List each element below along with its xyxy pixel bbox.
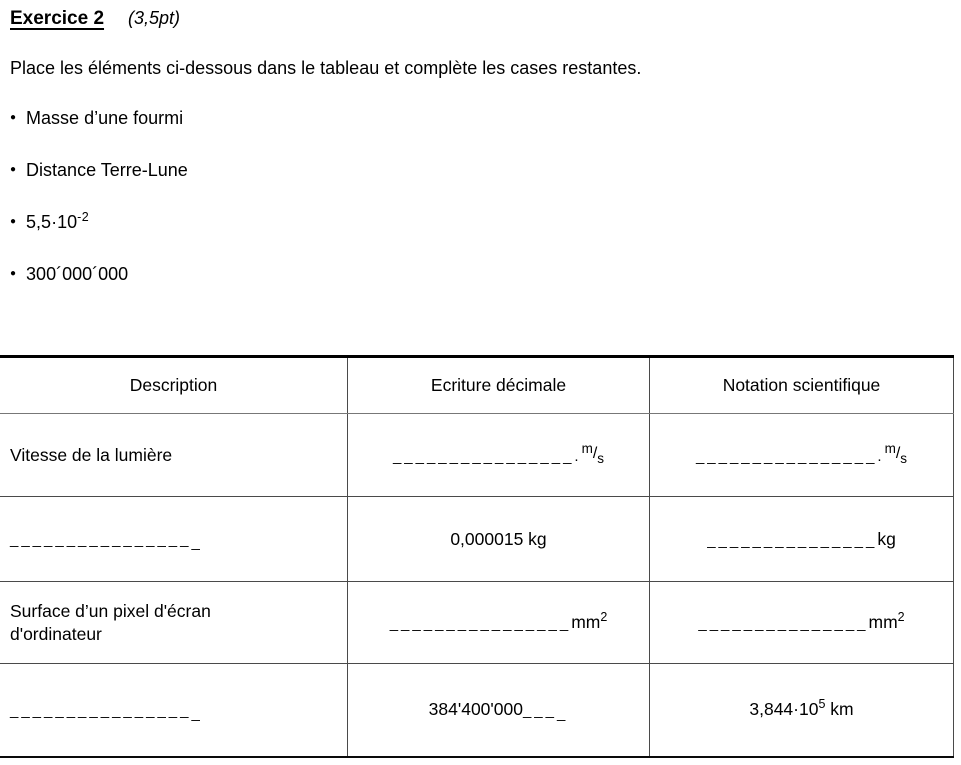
- bullet-text: Masse d’une fourmi: [26, 107, 184, 128]
- col-header-description: Description: [0, 357, 348, 414]
- bullet-item-notation: [10, 211, 951, 233]
- bullet-text: 300´000´000: [26, 263, 129, 284]
- cell-description: Vitesse de la lumière: [0, 414, 348, 497]
- fill-in-blank-trail: _: [191, 534, 203, 551]
- exercise-points: (3,5pt): [128, 8, 181, 28]
- fill-in-blank: ________________.: [695, 447, 885, 465]
- bullet-icon: ●: [10, 268, 17, 279]
- conversion-table: [0, 355, 954, 758]
- intro-text: Place les éléments ci-dessous dans le tableau et complète les cases restantes.: [10, 58, 642, 78]
- exercise-title: Exercice 2: [10, 8, 105, 29]
- fill-in-blank: _______________: [698, 615, 869, 632]
- table-row-surface-pixel: [0, 582, 954, 664]
- exponent: -2: [77, 209, 90, 224]
- fill-in-blank-trail: _: [191, 704, 203, 722]
- cell-notation-scientifique: [650, 414, 954, 497]
- bullet-text: $5,5\cdot 10^{-2}$: [26, 209, 90, 232]
- description-line2: d'ordinateur: [10, 623, 102, 644]
- bullet-item-masse: [10, 107, 951, 129]
- bullet-icon: ●: [10, 164, 17, 175]
- cell-notation-scientifique: [650, 497, 954, 582]
- table-row-distance: [0, 664, 954, 757]
- unit-label: kg: [877, 528, 896, 549]
- fill-in-blank: ________________: [10, 531, 192, 548]
- table-header-row: [0, 357, 954, 414]
- unit-exponent: 2: [600, 610, 608, 624]
- cell-ecriture-decimale: [348, 664, 650, 757]
- table-row-vitesse-lumiere: [0, 414, 954, 497]
- cell-description: [0, 497, 348, 582]
- unit-numerator: m: [884, 440, 896, 456]
- unit-label: mm: [868, 612, 898, 632]
- bullet-item-nombre: [10, 263, 951, 285]
- cell-value: $3,844\cdot 10^5$ km: [749, 697, 854, 720]
- cell-description: [0, 582, 348, 664]
- fill-in-blank: ___: [522, 702, 557, 720]
- description-line1: Surface d’un pixel d'écran: [10, 600, 211, 621]
- bullet-icon: ●: [10, 216, 17, 227]
- cell-notation-scientifique: [650, 664, 954, 757]
- exponent: 5: [818, 697, 826, 712]
- fill-in-blank-trail: _: [556, 705, 569, 723]
- col-header-notation-scientifique: Notation scientifique: [650, 357, 954, 414]
- cell-ecriture-decimale: 0,000015 kg: [348, 497, 650, 582]
- unit-exponent: 2: [897, 610, 905, 624]
- bullet-item-distance: [10, 159, 951, 181]
- bullet-text: Distance Terre-Lune: [26, 159, 188, 180]
- unit-denominator: s: [900, 450, 908, 466]
- unit-denominator: s: [597, 450, 605, 466]
- fill-in-blank: _______________: [707, 531, 878, 549]
- unit-slash: /: [895, 444, 901, 462]
- fill-in-blank: ________________: [10, 701, 192, 719]
- col-header-ecriture-decimale: Ecriture décimale: [348, 357, 650, 414]
- unit-slash: /: [592, 444, 598, 462]
- cell-ecriture-decimale: [348, 582, 650, 664]
- exercise-header: [10, 8, 951, 30]
- cell-ecriture-decimale: [348, 414, 650, 497]
- fill-in-blank: ________________.: [392, 447, 582, 465]
- bullet-icon: ●: [10, 112, 17, 123]
- table-row-masse: [0, 497, 954, 582]
- unit-label: km: [825, 699, 854, 720]
- fill-in-blank: ________________: [389, 615, 572, 632]
- unit-label: mm: [571, 612, 601, 632]
- cell-value: 384'400'000: [428, 699, 523, 720]
- unit-numerator: m: [581, 440, 593, 456]
- cell-description: [0, 664, 348, 757]
- cell-notation-scientifique: [650, 582, 954, 664]
